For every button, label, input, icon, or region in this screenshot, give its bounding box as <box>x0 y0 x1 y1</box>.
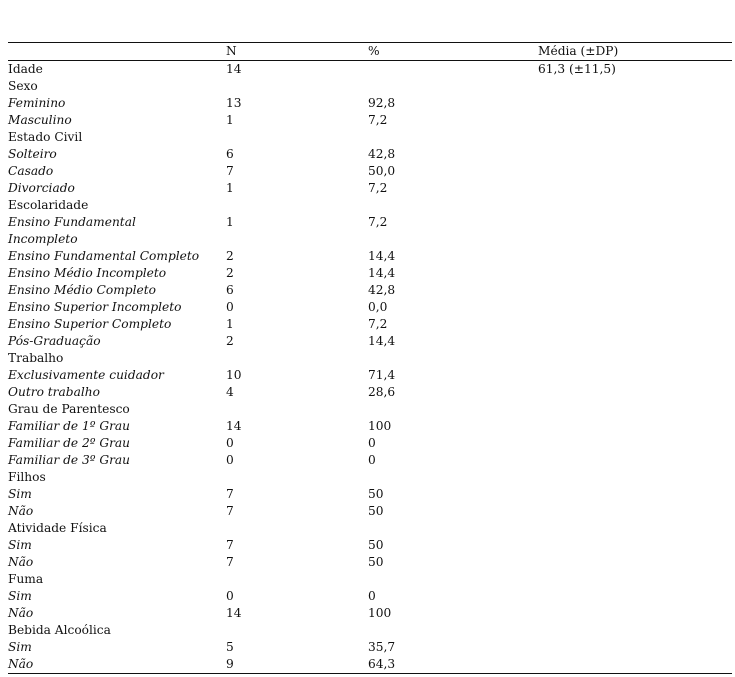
row-n-value <box>226 78 368 95</box>
row-category-label: Exclusivamente cuidador <box>8 368 164 382</box>
row-n-value: 1 <box>226 181 234 195</box>
row-n-value: 7 <box>226 504 234 518</box>
table-row <box>8 486 732 503</box>
row-n-value: 13 <box>226 96 242 110</box>
row-group-label: Filhos <box>8 470 46 484</box>
table-row <box>8 537 732 554</box>
table-row <box>8 180 732 197</box>
row-n-value <box>226 571 368 588</box>
row-percent-value: 7,2 <box>368 317 388 331</box>
row-percent-value: 7,2 <box>368 215 388 229</box>
row-group-label: Escolaridade <box>8 198 89 212</box>
row-percent-value: 50 <box>368 487 384 501</box>
row-n-value: 10 <box>226 368 242 382</box>
table-row <box>8 367 732 384</box>
row-n-value <box>226 469 368 486</box>
row-category-label: Ensino Médio Completo <box>8 283 156 297</box>
table-row <box>8 333 732 350</box>
row-n-value: 2 <box>226 334 234 348</box>
row-percent-value: 14,4 <box>368 334 396 348</box>
row-mean-sd-value <box>538 520 732 537</box>
row-mean-sd-value <box>538 333 732 350</box>
row-mean-sd-value <box>538 605 732 622</box>
row-n-value: 4 <box>226 385 234 399</box>
table-row <box>8 384 732 401</box>
row-percent-value <box>368 350 538 367</box>
row-n-value <box>226 622 368 639</box>
row-percent-value: 14,4 <box>368 249 396 263</box>
data-table <box>8 42 732 674</box>
row-n-value: 14 <box>226 419 242 433</box>
row-category-label: Sim <box>8 487 32 501</box>
row-category-label: Outro trabalho <box>8 385 100 399</box>
row-mean-sd-value <box>538 418 732 435</box>
table-row <box>8 554 732 571</box>
row-percent-value <box>368 78 538 95</box>
row-percent-value: 7,2 <box>368 181 388 195</box>
table-row <box>8 656 732 674</box>
row-percent-value <box>368 129 538 146</box>
row-mean-sd-value <box>538 112 732 129</box>
table-row <box>8 265 732 282</box>
row-mean-sd-value <box>538 350 732 367</box>
table-row <box>8 197 732 214</box>
row-n-value: 7 <box>226 487 234 501</box>
row-category-label: Feminino <box>8 96 66 110</box>
row-percent-value: 71,4 <box>368 368 396 382</box>
table-row <box>8 350 732 367</box>
table-row <box>8 520 732 537</box>
row-n-value: 1 <box>226 215 234 229</box>
row-percent-value: 50 <box>368 504 384 518</box>
row-n-value: 7 <box>226 555 234 569</box>
row-category-label: Casado <box>8 164 54 178</box>
row-n-value: 9 <box>226 656 368 674</box>
row-n-value <box>226 350 368 367</box>
row-mean-sd-value <box>538 146 732 163</box>
row-mean-sd-value <box>538 384 732 401</box>
row-category-label: Divorciado <box>8 181 75 195</box>
row-n-value: 6 <box>226 283 234 297</box>
row-mean-sd-value <box>538 554 732 571</box>
table-row <box>8 571 732 588</box>
row-n-value: 2 <box>226 249 234 263</box>
row-n-value: 1 <box>226 317 234 331</box>
row-percent-value <box>368 571 538 588</box>
table-row <box>8 248 732 265</box>
header-row <box>8 43 732 61</box>
table-row <box>8 452 732 469</box>
row-mean-sd-value <box>538 639 732 656</box>
row-category-label: Ensino Fundamental Completo <box>8 249 200 263</box>
table-row <box>8 282 732 299</box>
row-group-label: Sexo <box>8 79 38 93</box>
table-row <box>8 469 732 486</box>
row-percent-value: 50 <box>368 538 384 552</box>
row-mean-sd-value <box>538 588 732 605</box>
row-mean-sd-value <box>538 452 732 469</box>
row-mean-sd-value <box>538 248 732 265</box>
row-percent-value: 0,0 <box>368 300 388 314</box>
table-row <box>8 299 732 316</box>
row-mean-sd-value <box>538 95 732 112</box>
row-percent-value: 42,8 <box>368 283 396 297</box>
row-group-label: Bebida Alcoólica <box>8 623 111 637</box>
table-row <box>8 112 732 129</box>
row-percent-value <box>368 622 538 639</box>
row-category-label: Não <box>8 656 226 674</box>
row-mean-sd-value <box>538 656 732 674</box>
row-n-value <box>226 520 368 537</box>
row-n-value: 7 <box>226 164 234 178</box>
header-n: N <box>226 43 368 61</box>
row-mean-sd-value <box>538 469 732 486</box>
row-category-label: Masculino <box>8 113 72 127</box>
header-mean-sd: Média (±DP) <box>538 43 732 61</box>
row-percent-value <box>368 197 538 214</box>
row-n-value: 14 <box>226 606 242 620</box>
row-percent-value <box>368 520 538 537</box>
table-row <box>8 605 732 622</box>
table-row <box>8 78 732 95</box>
row-mean-sd-value <box>538 503 732 520</box>
table-row <box>8 503 732 520</box>
row-mean-sd-value <box>538 299 732 316</box>
table-row <box>8 401 732 418</box>
row-mean-sd-value: 61,3 (±11,5) <box>538 62 616 76</box>
row-category-label <box>8 214 226 248</box>
row-category-label: Solteiro <box>8 147 57 161</box>
table-row <box>8 61 732 79</box>
row-percent-value: 92,8 <box>368 96 396 110</box>
row-label-line2: Incompleto <box>8 232 78 246</box>
row-mean-sd-value <box>538 78 732 95</box>
row-percent-value: 14,4 <box>368 266 396 280</box>
table-row <box>8 622 732 639</box>
row-mean-sd-value <box>538 401 732 418</box>
row-n-value: 14 <box>226 62 242 76</box>
table-row <box>8 639 732 656</box>
header-variable <box>8 43 226 61</box>
header-percent: % <box>368 43 538 61</box>
row-percent-value <box>368 469 538 486</box>
row-group-label: Trabalho <box>8 351 64 365</box>
row-percent-value: 64,3 <box>368 656 538 674</box>
row-mean-sd-value <box>538 316 732 333</box>
row-category-label: Pós-Graduação <box>8 334 101 348</box>
row-category-label: Sim <box>8 538 32 552</box>
row-mean-sd-value <box>538 367 732 384</box>
row-percent-value: 100 <box>368 419 392 433</box>
row-percent-value: 50,0 <box>368 164 396 178</box>
row-category-label: Familiar de 1º Grau <box>8 419 131 433</box>
row-n-value: 1 <box>226 113 234 127</box>
row-percent-value: 0 <box>368 589 376 603</box>
table-row <box>8 588 732 605</box>
row-n-value: 2 <box>226 266 234 280</box>
row-n-value: 0 <box>226 436 234 450</box>
table-row <box>8 95 732 112</box>
table-row <box>8 316 732 333</box>
row-n-value: 6 <box>226 147 234 161</box>
row-n-value: 5 <box>226 640 234 654</box>
row-percent-value: 100 <box>368 606 392 620</box>
row-category-label: Familiar de 3º Grau <box>8 453 131 467</box>
row-category-label: Não <box>8 606 34 620</box>
row-category-label: Ensino Superior Completo <box>8 317 172 331</box>
table-row <box>8 163 732 180</box>
row-mean-sd-value <box>538 537 732 554</box>
row-group-label: Estado Civil <box>8 130 83 144</box>
row-percent-value <box>368 61 538 79</box>
row-category-label: Familiar de 2º Grau <box>8 436 131 450</box>
row-mean-sd-value <box>538 486 732 503</box>
row-mean-sd-value <box>538 214 732 248</box>
row-group-label: Atividade Física <box>8 521 107 535</box>
row-percent-value: 50 <box>368 555 384 569</box>
table-row <box>8 435 732 452</box>
table-row <box>8 418 732 435</box>
row-group-label: Fuma <box>8 572 44 586</box>
row-group-label: Grau de Parentesco <box>8 402 130 416</box>
row-percent-value <box>368 401 538 418</box>
row-label-line1: Ensino Fundamental <box>8 215 136 229</box>
row-n-value: 0 <box>226 453 234 467</box>
table-row <box>8 129 732 146</box>
row-mean-sd-value <box>538 129 732 146</box>
row-percent-value: 28,6 <box>368 385 396 399</box>
row-mean-sd-value <box>538 180 732 197</box>
row-percent-value: 7,2 <box>368 113 388 127</box>
row-percent-value: 0 <box>368 436 376 450</box>
row-category-label: Não <box>8 555 34 569</box>
row-category-label: Ensino Superior Incompleto <box>8 300 182 314</box>
row-group-label: Idade <box>8 62 43 76</box>
row-category-label: Sim <box>8 640 32 654</box>
row-mean-sd-value <box>538 282 732 299</box>
row-mean-sd-value <box>538 571 732 588</box>
row-n-value: 0 <box>226 300 234 314</box>
row-category-label: Ensino Médio Incompleto <box>8 266 167 280</box>
table-header <box>8 43 732 61</box>
row-mean-sd-value <box>538 163 732 180</box>
row-percent-value: 42,8 <box>368 147 396 161</box>
row-n-value: 0 <box>226 589 234 603</box>
row-category-label: Sim <box>8 589 32 603</box>
table-row <box>8 146 732 163</box>
row-mean-sd-value <box>538 435 732 452</box>
data-table-container <box>8 42 732 674</box>
row-n-value <box>226 197 368 214</box>
row-category-label: Não <box>8 504 34 518</box>
row-percent-value: 35,7 <box>368 640 396 654</box>
row-mean-sd-value <box>538 265 732 282</box>
row-n-value: 7 <box>226 538 234 552</box>
row-n-value <box>226 401 368 418</box>
table-row <box>8 214 732 248</box>
row-mean-sd-value <box>538 622 732 639</box>
row-n-value <box>226 129 368 146</box>
row-mean-sd-value <box>538 197 732 214</box>
table-body <box>8 61 732 674</box>
row-percent-value: 0 <box>368 453 376 467</box>
